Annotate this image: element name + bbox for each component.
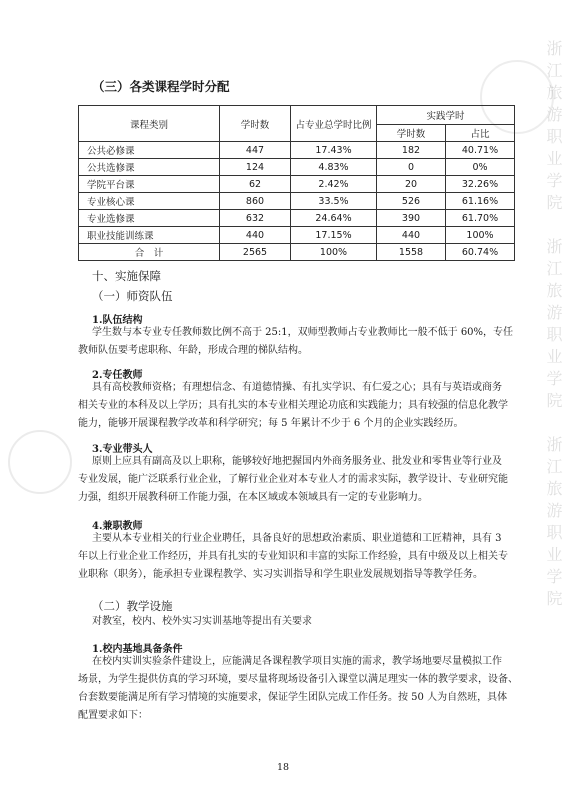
item-title-campus-base: 1.校内基地具备条件	[92, 644, 183, 655]
cell-category: 职业技能训练课	[79, 227, 220, 244]
watermark-seal-left	[8, 430, 72, 494]
cell-practice-ratio: 0%	[446, 159, 515, 176]
table-row	[79, 227, 515, 244]
course-hours-table	[78, 105, 515, 261]
cell-practice-ratio: 40.71%	[446, 142, 515, 159]
cell-hours: 440	[220, 227, 291, 244]
table-row	[79, 210, 515, 227]
table-row	[79, 159, 515, 176]
col-header-category: 课程类别	[79, 106, 220, 142]
paragraph-campus-base: 在校内实训实验条件建设上，应能满足各课程教学项目实施的需求，教学场地要尽量模拟工作 场景，为学生提供仿真的学习环境，要尽量将现场设备引入课堂以满足理实一体的教学要求，设备、 台套数要能满足所有学习情境的实施要求，保证学生团队完成工作任务。按 50 人为自然班，具体 配置要求如下：	[78, 656, 518, 721]
cell-ratio: 17.43%	[291, 142, 377, 159]
table-row	[79, 193, 515, 210]
paragraph-parttime: 主要从本专业相关的行业企业聘任，具备良好的思想政治素质、职业道德和工匠精神，具有 3 年以上行业企业工作经历，并具有扎实的专业知识和丰富的实际工作经验，具有中级及以上相关专 业职称（职务），能承担专业课程教学、实习实训指导和学生职业发展规划指导等教学任务。	[78, 533, 508, 580]
cell-practice-ratio: 32.26%	[446, 176, 515, 193]
cell-hours: 447	[220, 142, 291, 159]
cell-practice-ratio: 61.16%	[446, 193, 515, 210]
cell-category-total: 合 计	[79, 244, 220, 261]
paragraph-fulltime: 具有高校教师资格；有理想信念、有道德情操、有扎实学识、有仁爱之心；具有与英语或商务 相关专业的本科及以上学历；具有扎实的本专业相关理论功底和实践能力；具有较强的信息化教学 能力，能够开展课程教学改革和科学研究；每 5 年累计不少于 6 个月的企业实践经历。	[78, 382, 508, 429]
chapter-title: 十、实施保障	[92, 269, 161, 283]
item-title-fulltime: 2.专任教师	[92, 370, 143, 381]
col-header-hours: 学时数	[220, 106, 291, 142]
cell-category: 公共选修课	[79, 159, 220, 176]
watermark-text: 浙江旅游职业学院 浙江旅游职业学院 浙江旅游职业学院	[544, 40, 563, 612]
cell-hours: 632	[220, 210, 291, 227]
cell-practice-ratio: 61.70%	[446, 210, 515, 227]
subsection-title-facilities: （二）教学设施	[92, 599, 173, 613]
cell-ratio: 2.42%	[291, 176, 377, 193]
cell-practice-hours: 440	[377, 227, 446, 244]
cell-hours: 860	[220, 193, 291, 210]
cell-ratio: 100%	[291, 244, 377, 261]
cell-practice-hours: 526	[377, 193, 446, 210]
col-header-practice: 实践学时	[377, 106, 515, 125]
paragraph-leader: 原则上应具有副高及以上职称，能够较好地把握国内外商务服务业、批发业和零售业等行业及 专业发展，能广泛联系行业企业，了解行业企业对本专业人才的需求实际，教学设计、专业研究能 力强，组织开展教科研工作能力强，在本区域或本领域具有一定的专业影响力。	[78, 456, 508, 503]
cell-ratio: 17.15%	[291, 227, 377, 244]
cell-category: 公共必修课	[79, 142, 220, 159]
cell-practice-hours: 1558	[377, 244, 446, 261]
page-number: 18	[277, 762, 290, 773]
table-row-total	[79, 244, 515, 261]
cell-hours: 124	[220, 159, 291, 176]
col-header-practice-hours: 学时数	[377, 125, 446, 142]
table-row	[79, 142, 515, 159]
cell-practice-hours: 20	[377, 176, 446, 193]
cell-practice-hours: 0	[377, 159, 446, 176]
section-title-course-hours: （三）各类课程学时分配	[92, 79, 230, 94]
paragraph-facilities-intro: 对教室，校内、校外实习实训基地等提出有关要求	[92, 616, 312, 627]
cell-practice-ratio: 100%	[446, 227, 515, 244]
cell-practice-hours: 390	[377, 210, 446, 227]
cell-category: 学院平台课	[79, 176, 220, 193]
subsection-title-faculty: （一）师资队伍	[92, 289, 173, 303]
cell-ratio: 33.5%	[291, 193, 377, 210]
item-title-leader: 3.专业带头人	[92, 444, 153, 455]
table-row	[79, 176, 515, 193]
col-header-practice-ratio: 占比	[446, 125, 515, 142]
cell-practice-ratio: 60.74%	[446, 244, 515, 261]
cell-hours: 62	[220, 176, 291, 193]
item-title-parttime: 4.兼职教师	[92, 521, 143, 532]
cell-ratio: 4.83%	[291, 159, 377, 176]
cell-hours: 2565	[220, 244, 291, 261]
paragraph-structure: 学生数与本专业专任教师数比例不高于 25:1，双师型教师占专业教师比一般不低于 60%，专任 教师队伍要考虑职称、年龄，形成合理的梯队结构。	[78, 327, 514, 356]
cell-practice-hours: 182	[377, 142, 446, 159]
cell-category: 专业选修课	[79, 210, 220, 227]
cell-category: 专业核心课	[79, 193, 220, 210]
item-title-structure: 1.队伍结构	[92, 315, 143, 326]
cell-ratio: 24.64%	[291, 210, 377, 227]
col-header-ratio: 占专业总学时比例	[291, 106, 377, 142]
